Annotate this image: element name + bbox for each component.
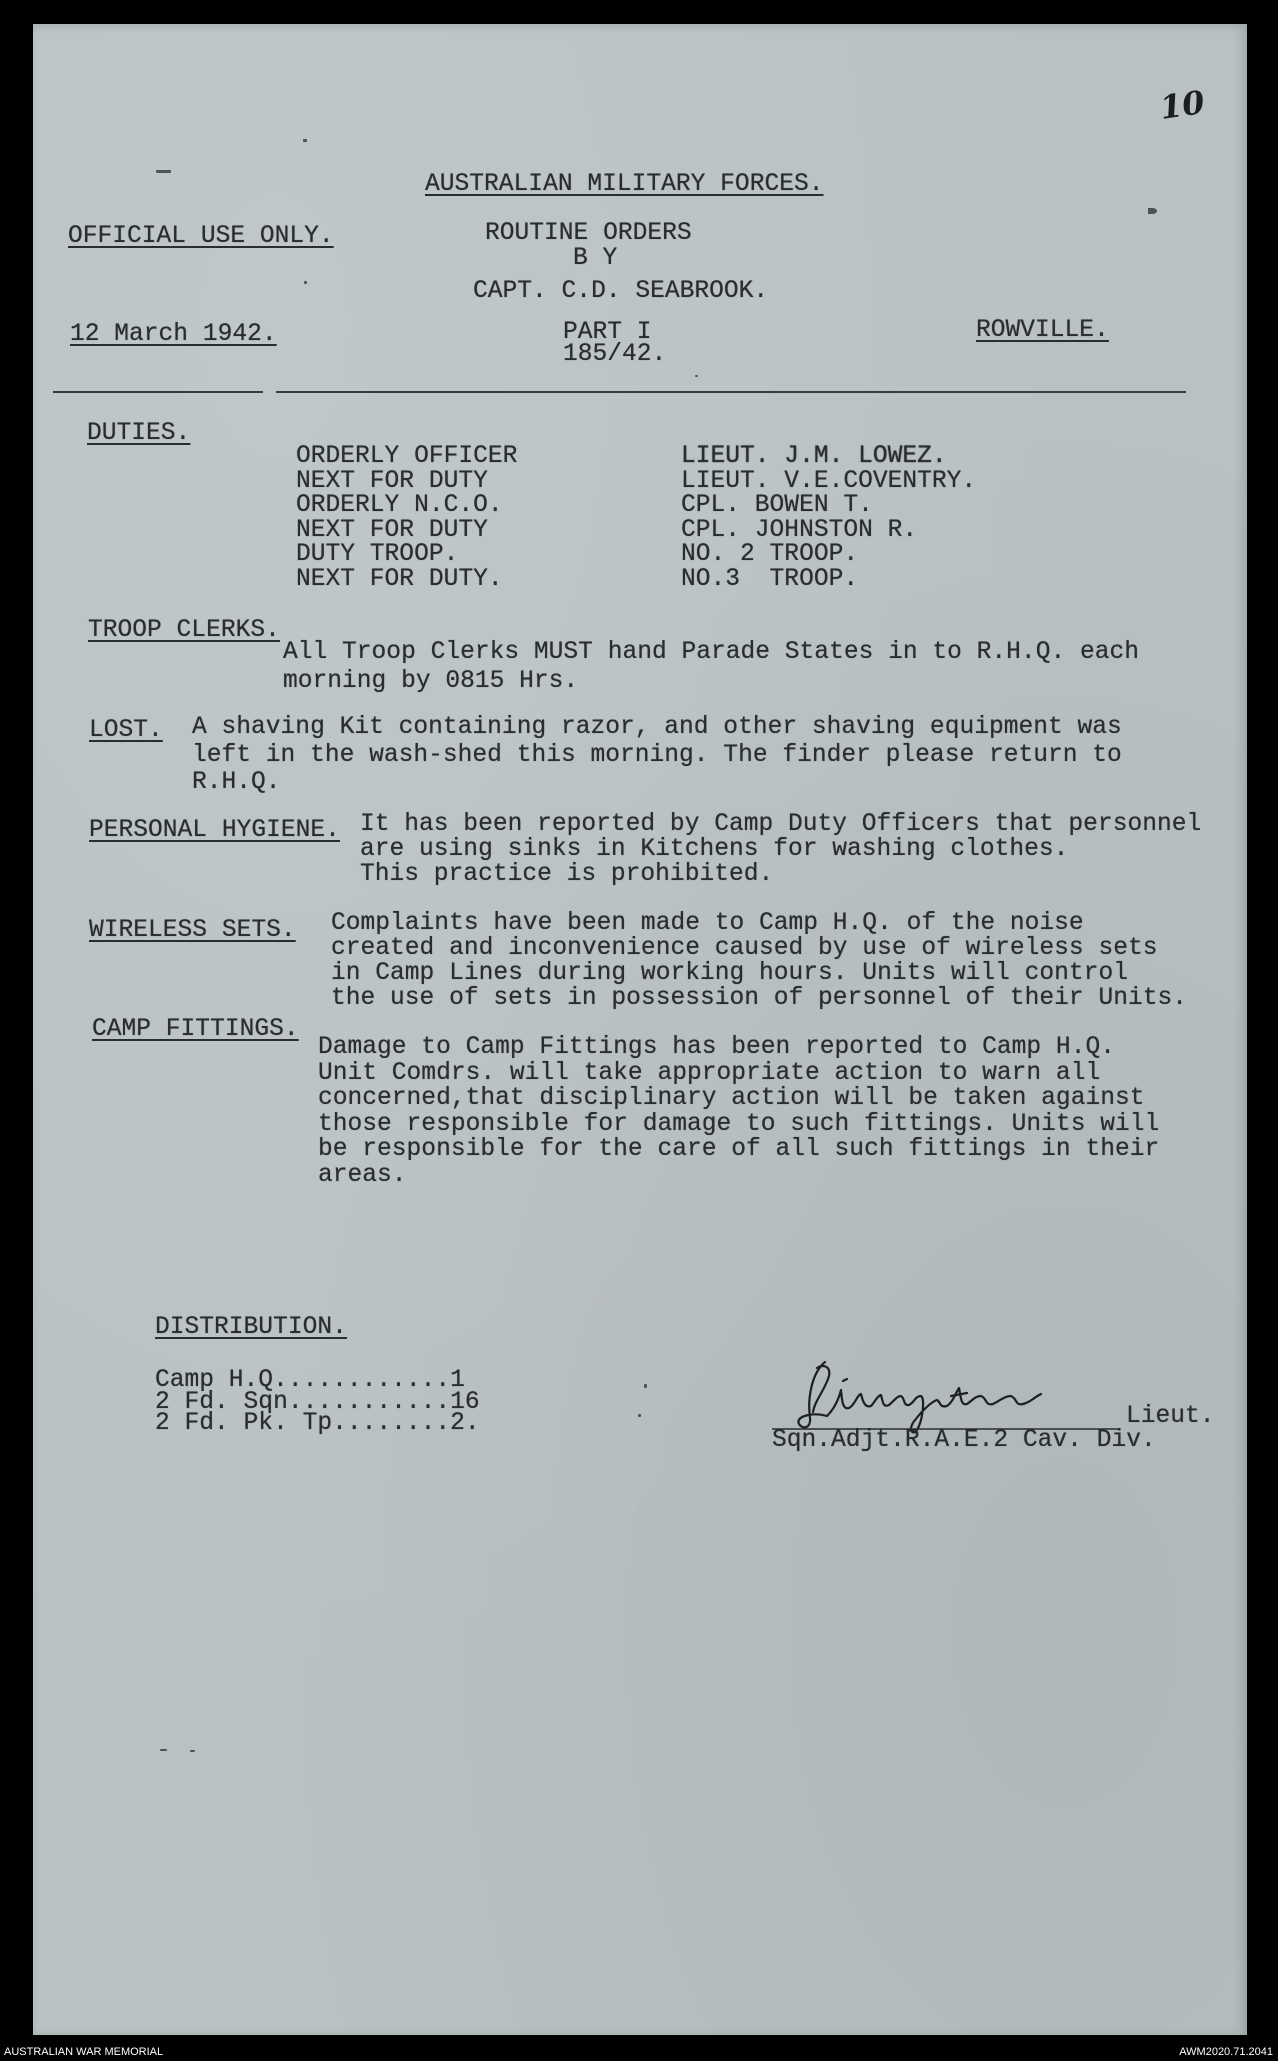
paragraph-line: All Troop Clerks MUST hand Parade States in to R.H.Q. each (283, 639, 1140, 666)
handwritten-page-number: 10 (1157, 83, 1207, 127)
header-divider-left (53, 391, 263, 393)
duty-assignee: NO. 2 TROOP. (681, 541, 859, 568)
duties-table (0, 444, 1200, 594)
paragraph-line: left in the wash-shed this morning. The finder please return to (192, 741, 1122, 769)
duties-row (0, 493, 900, 518)
archive-reference: AWM2020.71.2041 (1179, 2046, 1273, 2058)
duty-role: NEXT FOR DUTY (296, 467, 488, 495)
wireless-sets-heading: WIRELESS SETS. (89, 917, 296, 944)
duty-assignee: CPL. JOHNSTON R. (681, 516, 918, 544)
signature-stroke-l (798, 1362, 827, 1427)
duty-assignee: CPL. BOWEN T. (681, 492, 873, 519)
paragraph-line: R.H.Q. (192, 769, 281, 796)
duty-role: ORDERLY OFFICER (296, 443, 518, 470)
distribution-line: Camp H.Q............1 (155, 1367, 465, 1394)
paragraph-line: morning by 0815 Hrs. (283, 668, 579, 695)
paragraph-line: This practice is prohibited. (360, 860, 774, 888)
signatory-rank: Lieut. (1126, 1403, 1215, 1430)
ink-speck (160, 1749, 167, 1751)
paragraph-line: Unit Comdrs. will take appropriate action to warn all (318, 1059, 1101, 1087)
ink-speck (644, 1384, 647, 1388)
paragraph-line: It has been reported by Camp Duty Officers that personnel (360, 810, 1202, 838)
orders-title: ROUTINE ORDERS (485, 220, 692, 247)
header-divider-right (276, 391, 1186, 393)
signature-stroke-word (827, 1388, 1041, 1432)
troop-clerks-body (283, 638, 1139, 696)
organization-heading: AUSTRALIAN MILITARY FORCES. (425, 171, 824, 198)
duties-row (0, 542, 900, 567)
signatory-appointment: Sqn.Adjt.R.A.E.2 Cav. Div. (772, 1427, 1156, 1454)
paragraph-line: the use of sets in possession of personnel of their Units. (331, 985, 1188, 1013)
duty-assignee: NO.3 TROOP. (681, 565, 859, 593)
paragraph-line: in Camp Lines during working hours. Units will control (331, 960, 1128, 988)
distribution-line: 2 Fd. Sqn...........16 (155, 1388, 480, 1416)
ink-mark-arrow (1148, 208, 1157, 214)
duties-heading: DUTIES. (87, 420, 191, 447)
classification-label: OFFICIAL USE ONLY. (68, 223, 334, 250)
camp-fittings-body (318, 1035, 1159, 1188)
ink-speck (695, 375, 698, 377)
duty-role: NEXT FOR DUTY (296, 516, 488, 544)
signature-t-cross (951, 1393, 967, 1396)
duty-role: ORDERLY N.C.O. (296, 492, 503, 519)
ink-speck (304, 281, 307, 284)
order-part: PART I (563, 319, 652, 346)
paragraph-line: Damage to Camp Fittings has been reported to Camp H.Q. (318, 1034, 1115, 1061)
paragraph-line: those responsible for damage to such fittings. Units will (318, 1110, 1160, 1138)
troop-clerks-heading: TROOP CLERKS. (88, 617, 280, 644)
lost-body (192, 714, 1122, 797)
lost-heading: LOST. (89, 717, 163, 744)
orders-title-by: B Y (573, 245, 618, 272)
ink-speck (303, 139, 307, 142)
archive-credit: AUSTRALIAN WAR MEMORIAL (4, 2046, 164, 2058)
duty-role: DUTY TROOP. (296, 541, 459, 568)
paragraph-line: Complaints have been made to Camp H.Q. of the noise (331, 909, 1084, 937)
ink-speck (638, 1414, 641, 1417)
duty-assignee: LIEUT. V.E.COVENTRY. (681, 467, 977, 495)
duty-role: NEXT FOR DUTY. (296, 565, 503, 593)
paragraph-line: created and inconvenience caused by use of wireless sets (331, 934, 1158, 962)
personal-hygiene-heading: PERSONAL HYGIENE. (89, 817, 340, 844)
paragraph-line: concerned,that disciplinary action will be taken against (318, 1085, 1145, 1112)
paragraph-line: are using sinks in Kitchens for washing clothes. (360, 835, 1069, 863)
duties-row (0, 443, 947, 470)
ink-speck (190, 1750, 195, 1752)
paragraph-line: A shaving Kit containing razor, and other shaving equipment was (192, 714, 1122, 741)
distribution-list (155, 1367, 480, 1437)
issuing-officer: CAPT. C.D. SEABROOK. (473, 278, 769, 305)
ink-speck (156, 170, 171, 173)
paragraph-line: areas. (318, 1161, 407, 1189)
duties-row (0, 467, 977, 495)
camp-fittings-heading: CAMP FITTINGS. (92, 1016, 299, 1043)
distribution-line: 2 Fd. Pk. Tp........2. (155, 1410, 480, 1437)
signature-dot (843, 1379, 847, 1381)
order-location: ROWVILLE. (976, 317, 1109, 344)
duties-row (0, 516, 918, 544)
distribution-heading: DISTRIBUTION. (155, 1314, 347, 1341)
paragraph-line: be responsible for the care of all such fittings in their (318, 1136, 1160, 1163)
duty-assignee: LIEUT. J.M. LOWEZ. (681, 443, 947, 470)
wireless-sets-body (331, 911, 1187, 1012)
duties-row (0, 567, 900, 592)
order-number: 185/42. (563, 341, 667, 368)
personal-hygiene-body (360, 812, 1201, 887)
order-date: 12 March 1942. (70, 321, 277, 348)
